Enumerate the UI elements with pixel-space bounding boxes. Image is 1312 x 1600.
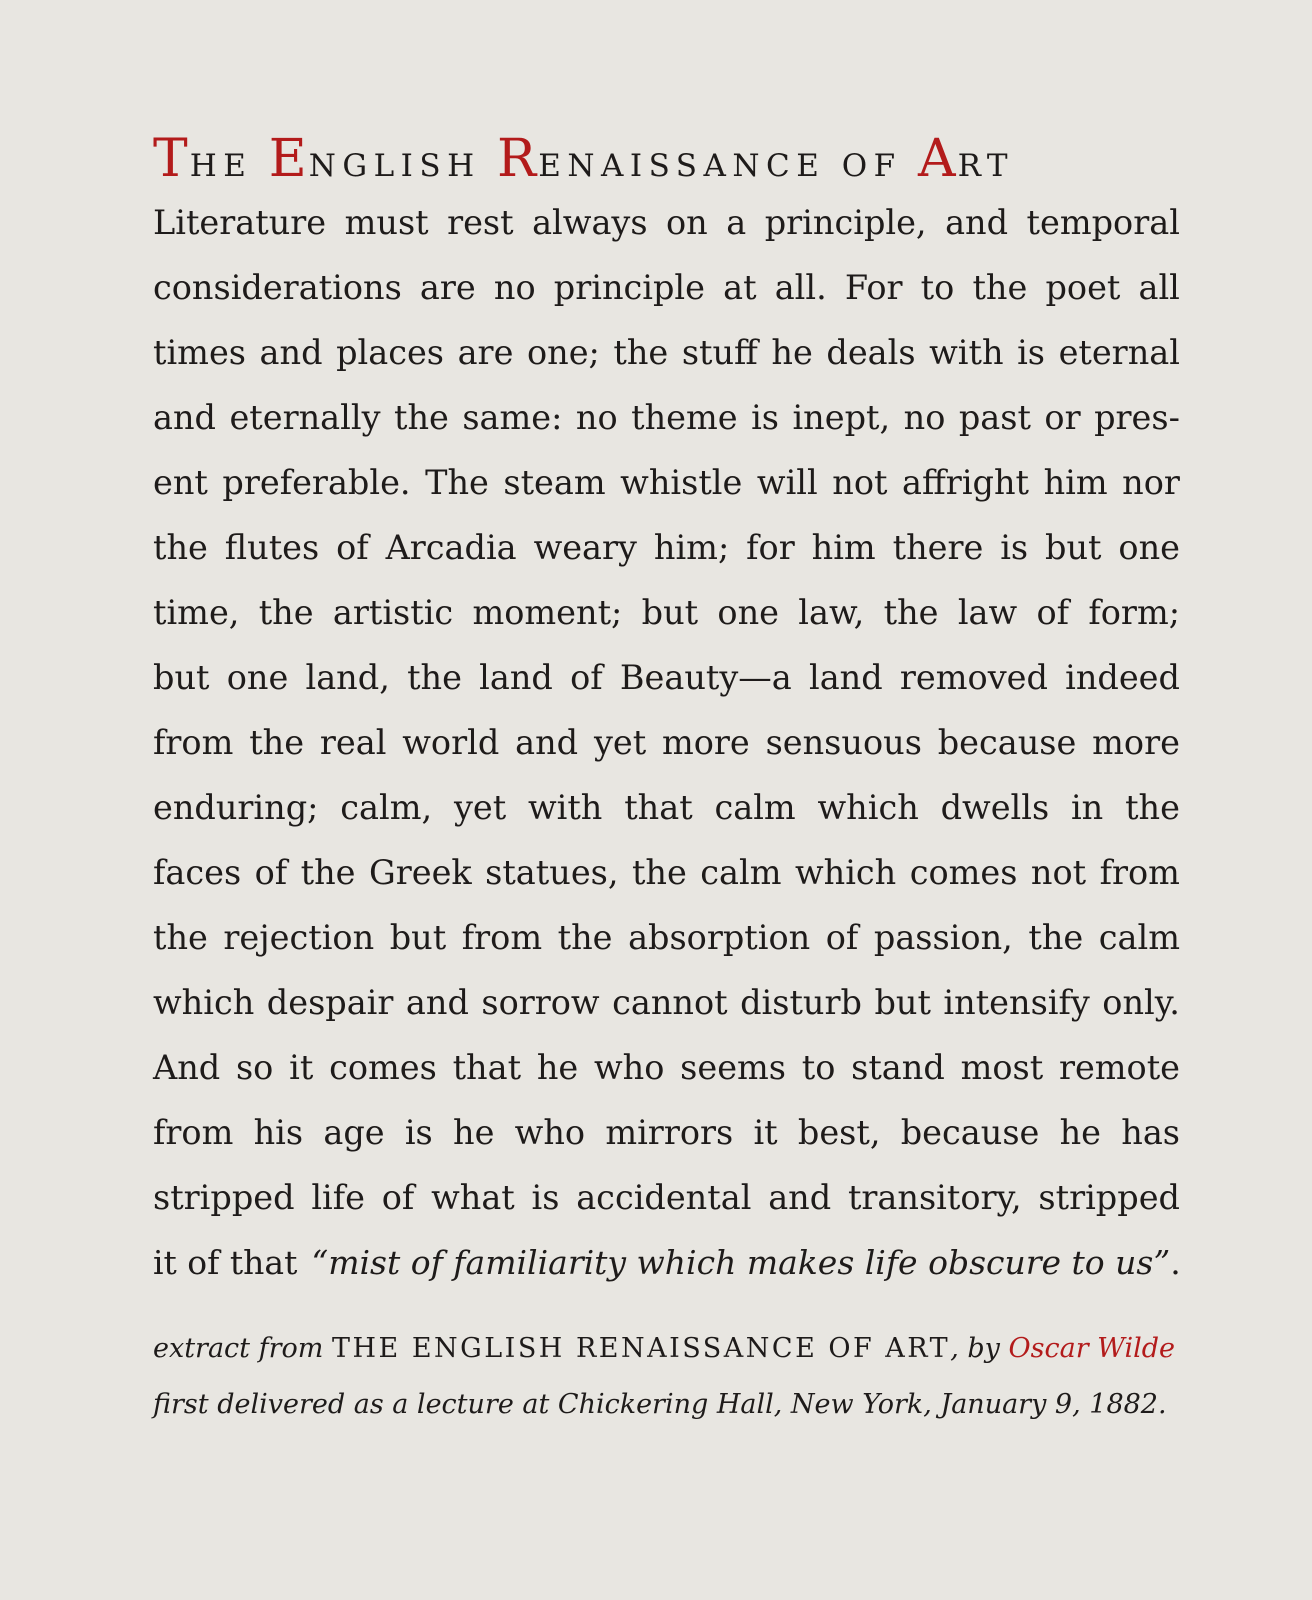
body-word: nor bbox=[1122, 463, 1180, 502]
body-word: one bbox=[717, 593, 779, 632]
body-word: considerations bbox=[153, 268, 402, 307]
body-word: The bbox=[425, 463, 489, 502]
body-word: temporal bbox=[1026, 203, 1180, 242]
body-word: are bbox=[457, 333, 514, 372]
body-word: of bbox=[825, 918, 859, 957]
body-word: because bbox=[900, 1113, 1040, 1152]
body-word: the bbox=[300, 853, 356, 892]
body-word: but bbox=[389, 918, 447, 957]
body-word: of bbox=[254, 853, 288, 892]
body-word: intensify bbox=[943, 983, 1090, 1022]
body-word: and bbox=[945, 203, 1009, 242]
title-segment: R bbox=[497, 129, 539, 189]
body-text bbox=[153, 190, 1180, 1230]
body-word: in bbox=[1070, 788, 1104, 827]
body-word: stand bbox=[851, 1048, 945, 1087]
body-word: him bbox=[1043, 463, 1108, 502]
body-word: one bbox=[226, 658, 289, 697]
body-word: at bbox=[723, 268, 757, 307]
title-segment: A bbox=[918, 129, 958, 189]
body-line bbox=[153, 775, 1180, 840]
caption-line-2: first delivered as a lecture at Chickering Hall, New York, January 9, 1882. bbox=[153, 1389, 1167, 1420]
body-word: calm bbox=[714, 788, 796, 827]
body-word: and bbox=[515, 723, 579, 762]
body-word: moment; bbox=[472, 593, 623, 632]
body-word: And bbox=[153, 1048, 221, 1087]
body-line bbox=[153, 450, 1180, 515]
body-word: there bbox=[892, 528, 984, 567]
body-word: times bbox=[153, 333, 246, 372]
body-word: one; bbox=[526, 333, 600, 372]
body-word: yet bbox=[593, 723, 647, 762]
body-word: past bbox=[958, 398, 1031, 437]
body-word: who bbox=[514, 1113, 586, 1152]
body-word: to bbox=[801, 1048, 836, 1087]
body-line bbox=[153, 970, 1180, 1035]
body-word: Literature bbox=[153, 203, 327, 242]
title-segment: RT bbox=[957, 148, 1015, 184]
body-word: land, bbox=[305, 658, 390, 697]
body-word: passion, bbox=[873, 918, 1013, 957]
body-word: the bbox=[153, 528, 208, 567]
body-word: but bbox=[874, 983, 931, 1022]
body-word: same: bbox=[462, 398, 563, 437]
body-word: principle, bbox=[764, 203, 927, 242]
body-word: Arcadia bbox=[385, 528, 517, 567]
body-word: but bbox=[153, 658, 210, 697]
document-page bbox=[153, 128, 1180, 1433]
title-segment: NGLISH bbox=[308, 148, 498, 184]
body-word: flutes bbox=[224, 528, 320, 567]
body-word: and bbox=[153, 398, 216, 437]
body-word: whistle bbox=[620, 463, 743, 502]
body-word: stripped bbox=[1038, 1178, 1180, 1217]
body-word: so bbox=[235, 1048, 274, 1087]
body-word: it bbox=[753, 1113, 778, 1152]
body-word: stripped bbox=[153, 1178, 295, 1217]
body-word: all. bbox=[774, 268, 827, 307]
body-word: cannot bbox=[612, 983, 728, 1022]
caption-by: , by bbox=[950, 1333, 1009, 1364]
body-word: places bbox=[336, 333, 445, 372]
body-word: is bbox=[1017, 333, 1045, 372]
body-word: not bbox=[832, 463, 888, 502]
body-word: from bbox=[153, 723, 234, 762]
body-word: who bbox=[593, 1048, 665, 1087]
body-word: not bbox=[1030, 853, 1087, 892]
body-word: steam bbox=[503, 463, 606, 502]
document-title bbox=[153, 128, 1180, 190]
body-word: most bbox=[960, 1048, 1044, 1087]
body-word: will bbox=[756, 463, 818, 502]
body-word: which bbox=[817, 788, 919, 827]
body-last-line bbox=[153, 1230, 1180, 1295]
body-word: the bbox=[613, 333, 669, 372]
body-word: accidental bbox=[576, 1178, 752, 1217]
body-line bbox=[153, 645, 1180, 710]
body-word: remote bbox=[1058, 1048, 1180, 1087]
body-word: comes bbox=[909, 853, 1018, 892]
body-word: that bbox=[624, 788, 693, 827]
body-word: comes bbox=[329, 1048, 437, 1087]
body-word: no bbox=[493, 268, 536, 307]
body-word: are bbox=[419, 268, 476, 307]
body-word: only. bbox=[1102, 983, 1180, 1022]
body-line bbox=[153, 255, 1180, 320]
body-word: calm bbox=[1098, 918, 1180, 957]
body-word: is bbox=[531, 1178, 560, 1217]
caption-work-title: THE ENGLISH RENAISSANCE OF ART bbox=[331, 1333, 951, 1364]
caption-line-1 bbox=[153, 1321, 1180, 1377]
body-word: principle bbox=[553, 268, 705, 307]
body-word: and bbox=[768, 1178, 832, 1217]
body-word: the bbox=[1028, 918, 1084, 957]
caption-author: Oscar Wilde bbox=[1008, 1333, 1175, 1364]
body-word: has bbox=[1121, 1113, 1180, 1152]
title-segment: ENAISSANCE OF bbox=[538, 148, 919, 184]
last-line-start: it of that bbox=[153, 1243, 298, 1282]
body-line bbox=[153, 320, 1180, 385]
body-word: a bbox=[726, 203, 747, 242]
body-word: real bbox=[319, 723, 387, 762]
title-segment: T bbox=[153, 129, 190, 189]
body-line bbox=[153, 905, 1180, 970]
body-word: weary bbox=[533, 528, 637, 567]
body-line bbox=[153, 515, 1180, 580]
body-word: from bbox=[461, 918, 543, 957]
body-word: him; bbox=[653, 528, 730, 567]
body-word: poet bbox=[1045, 268, 1121, 307]
body-line bbox=[153, 1100, 1180, 1165]
body-word: enduring; bbox=[153, 788, 319, 827]
body-word: must bbox=[344, 203, 429, 242]
body-word: statues, bbox=[485, 853, 619, 892]
body-word: the bbox=[631, 853, 687, 892]
caption bbox=[153, 1321, 1180, 1433]
body-word: the bbox=[883, 593, 939, 632]
body-word: with bbox=[929, 333, 1004, 372]
quoted-phrase: “mist of familiarity which makes life obscure to us” bbox=[311, 1243, 1171, 1282]
body-word: no bbox=[575, 398, 618, 437]
caption-prefix: extract from bbox=[153, 1333, 332, 1364]
body-word: what bbox=[431, 1178, 515, 1217]
body-word: is bbox=[1000, 528, 1029, 567]
title-segment: HE bbox=[189, 148, 269, 184]
body-word: rest bbox=[447, 203, 514, 242]
body-word: always bbox=[532, 203, 648, 242]
body-word: calm bbox=[700, 853, 782, 892]
body-word: is bbox=[404, 1113, 433, 1152]
body-word: disturb bbox=[740, 983, 862, 1022]
body-word: more bbox=[661, 723, 750, 762]
body-word: the bbox=[153, 918, 208, 957]
body-word: and bbox=[259, 333, 323, 372]
body-word: dwells bbox=[940, 788, 1050, 827]
body-word: or bbox=[1044, 398, 1081, 437]
body-word: with bbox=[527, 788, 603, 827]
body-word: that bbox=[452, 1048, 522, 1087]
body-word: stuff bbox=[681, 333, 758, 372]
body-word: of bbox=[336, 528, 369, 567]
body-word: from bbox=[153, 1113, 234, 1152]
body-word: which bbox=[794, 853, 897, 892]
body-word: the bbox=[394, 398, 449, 437]
body-word: Beauty—a bbox=[619, 658, 792, 697]
body-word: age bbox=[323, 1113, 385, 1152]
last-line-end: . bbox=[1170, 1243, 1181, 1282]
body-line bbox=[153, 840, 1180, 905]
body-word: law, bbox=[798, 593, 865, 632]
body-line bbox=[153, 385, 1180, 450]
body-word: inept, bbox=[792, 398, 891, 437]
body-line bbox=[153, 1165, 1180, 1230]
body-word: life bbox=[311, 1178, 365, 1217]
body-word: land bbox=[808, 658, 883, 697]
body-word: of bbox=[1036, 593, 1070, 632]
body-word: calm, bbox=[340, 788, 433, 827]
body-word: he bbox=[771, 333, 813, 372]
body-word: of bbox=[381, 1178, 415, 1217]
body-word: because bbox=[937, 723, 1077, 762]
body-word: on bbox=[666, 203, 708, 242]
body-word: and bbox=[405, 983, 469, 1022]
body-word: faces bbox=[153, 853, 242, 892]
body-word: deals bbox=[826, 333, 916, 372]
body-word: ent bbox=[153, 463, 208, 502]
body-word: law bbox=[957, 593, 1018, 632]
body-line bbox=[153, 190, 1180, 255]
body-word: time, bbox=[153, 593, 240, 632]
body-word: despair bbox=[266, 983, 394, 1022]
body-line bbox=[153, 1035, 1180, 1100]
title-segment: E bbox=[268, 129, 309, 189]
body-word: theme bbox=[631, 398, 738, 437]
body-line bbox=[153, 710, 1180, 775]
body-word: the bbox=[557, 918, 613, 957]
body-word: the bbox=[249, 723, 305, 762]
body-word: more bbox=[1092, 723, 1180, 762]
body-word: transitory, bbox=[847, 1178, 1022, 1217]
body-word: he bbox=[1059, 1113, 1101, 1152]
body-word: affright bbox=[902, 463, 1030, 502]
body-word: Greek bbox=[368, 853, 472, 892]
body-word: the bbox=[258, 593, 314, 632]
body-word: one bbox=[1118, 528, 1180, 567]
body-word: all bbox=[1138, 268, 1180, 307]
body-word: sensuous bbox=[765, 723, 922, 762]
body-word: eternally bbox=[229, 398, 381, 437]
body-word: from bbox=[1099, 853, 1180, 892]
body-word: seems bbox=[680, 1048, 786, 1087]
body-word: it bbox=[289, 1048, 314, 1087]
body-word: to bbox=[920, 268, 955, 307]
body-word: absorption bbox=[628, 918, 811, 957]
body-word: but bbox=[641, 593, 699, 632]
body-word: he bbox=[536, 1048, 579, 1087]
body-word: the bbox=[1125, 788, 1180, 827]
body-word: is bbox=[751, 398, 779, 437]
body-word: for bbox=[746, 528, 795, 567]
body-word: the bbox=[972, 268, 1028, 307]
body-word: he bbox=[453, 1113, 495, 1152]
body-word: sorrow bbox=[481, 983, 600, 1022]
body-word: his bbox=[253, 1113, 304, 1152]
body-word: form; bbox=[1088, 593, 1180, 632]
body-word: mirrors bbox=[605, 1113, 734, 1152]
body-line bbox=[153, 580, 1180, 645]
body-word: but bbox=[1045, 528, 1102, 567]
body-word: of bbox=[570, 658, 603, 697]
body-word: rejection bbox=[223, 918, 375, 957]
body-word: pres- bbox=[1094, 398, 1180, 437]
body-word: For bbox=[844, 268, 903, 307]
body-word: eternal bbox=[1058, 333, 1180, 372]
body-word: him bbox=[811, 528, 876, 567]
body-word: best, bbox=[797, 1113, 881, 1152]
body-word: preferable. bbox=[222, 463, 411, 502]
body-word: world bbox=[402, 723, 500, 762]
body-word: the bbox=[407, 658, 462, 697]
body-word: artistic bbox=[332, 593, 454, 632]
body-word: yet bbox=[453, 788, 507, 827]
body-word: indeed bbox=[1065, 658, 1180, 697]
body-word: removed bbox=[899, 658, 1048, 697]
body-word: land bbox=[479, 658, 553, 697]
body-word: no bbox=[903, 398, 946, 437]
body-word: which bbox=[153, 983, 255, 1022]
